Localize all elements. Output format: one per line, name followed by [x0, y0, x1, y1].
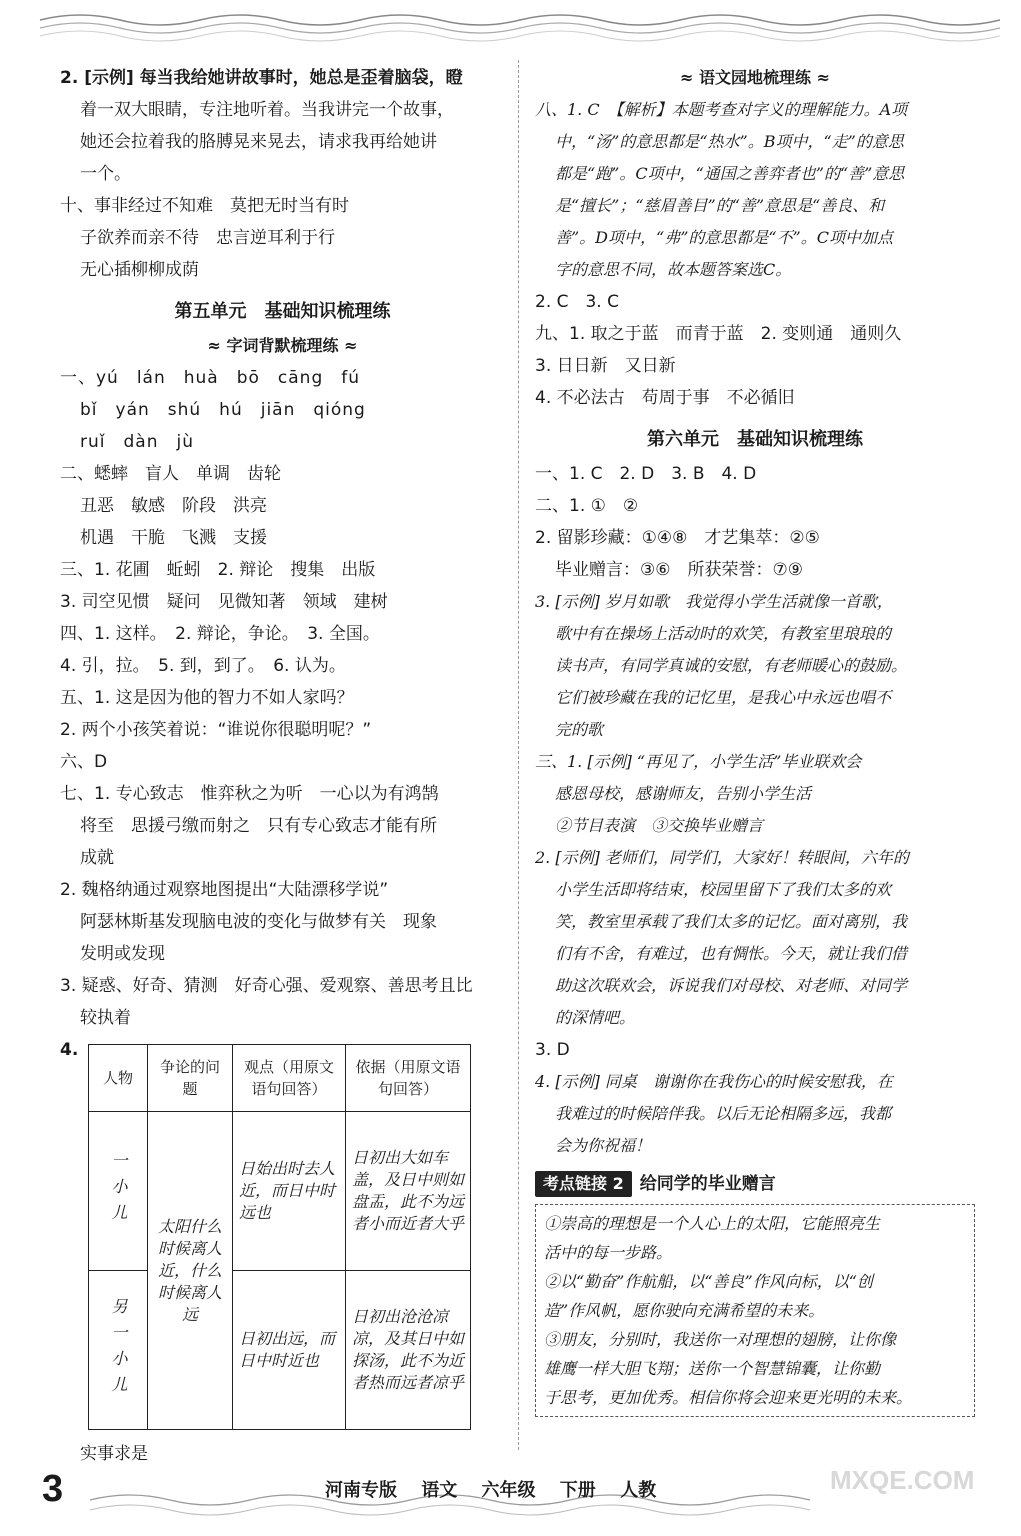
table-cell: 日初出大如车盖，及日中则如盘盂，此不为远者小而近者大乎 — [346, 1112, 471, 1271]
table-cell: 日初出沧沧凉凉，及其日中如探汤，此不为近者热而远者凉乎 — [346, 1271, 471, 1430]
answer-line: 读书声，有同学真诚的安慰，有老师暖心的鼓励。 — [555, 656, 908, 675]
answer-line: 将至 思援弓缴而射之 只有专心致志才能有所 — [80, 816, 437, 836]
answer-line: 成就 — [80, 848, 114, 868]
quote-line: 造”作风帆，愿你驶向充满希望的未来。 — [544, 1301, 825, 1320]
table-cell: 日初出远，而日中时近也 — [233, 1271, 346, 1430]
answer-line: 丑恶 敏感 阶段 洪亮 — [80, 496, 267, 516]
table-header-row — [89, 1045, 471, 1112]
section-subtitle: ≈ 字词背默梳理练 ≈ — [207, 336, 358, 355]
footer-info: 河南专版 语文 六年级 下册 人教 — [325, 1480, 657, 1501]
answer-line: 2. C 3. C — [535, 292, 619, 312]
answer-line: 三、1. 花圃 蚯蚓 2. 辩论 搜集 出版 — [60, 560, 376, 580]
person-label: 另一小儿 — [109, 1298, 128, 1402]
top-wave-border — [0, 0, 1021, 52]
quote-line: ②以“勤奋”作航船，以“善良”作风向标，以“创 — [544, 1272, 873, 1291]
answer-line: 4. [示例] 同桌 谢谢你在我伤心的时候安慰我，在 — [535, 1072, 893, 1091]
table-header: 争论的问题 — [148, 1045, 233, 1112]
answer-line: 十、事非经过不知难 莫把无时当有时 — [60, 196, 349, 216]
right-column — [535, 62, 975, 1417]
table-row — [89, 1271, 471, 1430]
person-label: 一小儿 — [109, 1152, 128, 1230]
unit-5-title: 第五单元 基础知识梳理练 — [174, 301, 391, 322]
answer-line: 较执着 — [80, 1008, 131, 1028]
answer-line: 九、1. 取之于蓝 而青于蓝 2. 变则通 通则久 — [535, 324, 902, 344]
exam-link-box — [535, 1204, 975, 1417]
answer-line: 二、1. ① ② — [535, 496, 639, 516]
answer-line: ②节目表演 ③交换毕业赠言 — [555, 816, 764, 835]
exam-link-header — [535, 1168, 975, 1200]
answer-line: 中，“汤”的意思都是“热水”。B项中，“走”的意思 — [555, 132, 904, 151]
answer-line: 3. [示例] 岁月如歌 我觉得小学生活就像一首歌， — [535, 592, 893, 611]
page-number: 3 — [42, 1468, 64, 1510]
answer-line: 是“擅长”；“慈眉善目”的“善”意思是“善良、和 — [555, 196, 885, 215]
answer-line: 阿瑟林斯基发现脑电波的变化与做梦有关 现象 — [80, 912, 437, 932]
answer-line: 2. 两个小孩笑着说：“谁说你很聪明呢？” — [60, 720, 372, 740]
answer-line: 4. 不必法古 苟周于事 不必循旧 — [535, 388, 795, 408]
table-header: 人物 — [89, 1045, 148, 1112]
answer-line: 都是“跑”。C项中，“通国之善弈者也”的“善”意思 — [555, 164, 905, 183]
answer-line: 三、1. [示例] “再见了，小学生活”毕业联欢会 — [535, 752, 862, 771]
answer-line: 4. 引，拉。 5. 到，到了。 6. 认为。 — [60, 656, 346, 676]
answer-line: 我难过的时候陪伴我。以后无论相隔多远，我都 — [555, 1104, 892, 1123]
answer-line: 毕业赠言：③⑥ 所获荣誉：⑦⑨ — [555, 560, 803, 580]
table-header: 观点（用原文语句回答） — [233, 1045, 346, 1112]
answer-line: 笑，教室里承载了我们太多的记忆。面对离别，我 — [555, 912, 908, 931]
answer-line: 感恩母校，感谢师友，告别小学生活 — [555, 784, 812, 803]
table-header: 依据（用原文语句回答） — [346, 1045, 471, 1112]
pinyin-line: ruǐ dàn jù — [80, 432, 194, 452]
answer-line: 2. 魏格纳通过观察地图提出“大陆漂移学说” — [60, 880, 389, 900]
pinyin-line: 一、yú lán huà bō cāng fú — [60, 368, 360, 388]
exam-link-tag: 考点链接 2 — [535, 1171, 632, 1197]
answer-line: 七、1. 专心致志 惟弈秋之为听 一心以为有鸿鹄 — [60, 784, 439, 804]
exam-link-title: 给同学的毕业赠言 — [639, 1174, 776, 1194]
answer-line: 们有不舍，有难过，也有惆怅。今天，就让我们借 — [555, 944, 908, 963]
answer-line: 一、1. C 2. D 3. B 4. D — [535, 464, 757, 484]
quote-line: ③朋友，分别时，我送你一对理想的翅膀，让你像 — [544, 1330, 897, 1349]
answer-line: 二、蟋蟀 盲人 单调 齿轮 — [60, 464, 281, 484]
question-number: 4. — [60, 1040, 79, 1060]
answer-line: 完的歌 — [555, 720, 604, 739]
table-cell: 日始出时去人近，而日中时远也 — [233, 1112, 346, 1271]
answer-line: 她还会拉着我的胳膊晃来晃去，请求我再给她讲 — [80, 132, 437, 152]
answer-line: 善”。D项中，“弗”的意思都是“不”。C项中加点 — [555, 228, 893, 247]
quote-line: 活中的每一步路。 — [544, 1243, 673, 1262]
quote-line: 于思考，更加优秀。相信你将会迎来更光明的未来。 — [544, 1388, 913, 1407]
answer-line: 无心插柳柳成荫 — [80, 260, 199, 280]
left-column — [60, 62, 505, 1470]
answer-line: 会为你祝福！ — [555, 1136, 652, 1155]
answer-line: 3. 疑惑、好奇、猜测 好奇心强、爱观察、善思考且比 — [60, 976, 473, 996]
answer-line: 助这次联欢会，诉说我们对母校、对老师、对同学 — [555, 976, 908, 995]
quote-line: ①崇高的理想是一个人心上的太阳，它能照亮生 — [544, 1214, 881, 1233]
quote-line: 雄鹰一样大胆飞翔；送你一个智慧锦囊，让你勤 — [544, 1359, 881, 1378]
table-row — [89, 1112, 471, 1271]
answer-line: 字的意思不同，故本题答案选C。 — [555, 260, 792, 279]
column-divider — [518, 60, 519, 1450]
watermark-logo: MXQE.COM — [830, 1465, 975, 1495]
answer-line: 3. 日日新 又日新 — [535, 356, 676, 376]
table-cell — [89, 1112, 148, 1271]
answer-line: 2. [示例] 每当我给她讲故事时，她总是歪着脑袋，瞪 — [60, 68, 463, 88]
answer-line: 2. 留影珍藏：①④⑧ 才艺集萃：②⑤ — [535, 528, 820, 548]
unit-6-title: 第六单元 基础知识梳理练 — [647, 429, 863, 450]
answer-line: 3. 司空见惯 疑问 见微知著 领域 建树 — [60, 592, 388, 612]
section-subtitle: ≈ 语文园地梳理练 ≈ — [680, 68, 830, 87]
answer-line: 3. D — [535, 1040, 570, 1060]
answer-line: 小学生活即将结束，校园里留下了我们太多的欢 — [555, 880, 892, 899]
answer-line: 的深情吧。 — [555, 1008, 636, 1027]
answer-line: 八、1. C 【解析】本题考查对字义的理解能力。A项 — [535, 100, 908, 119]
answer-line: 着一双大眼睛，专注地听着。当我讲完一个故事， — [80, 100, 454, 120]
answer-line: 它们被珍藏在我的记忆里，是我心中永远也唱不 — [555, 688, 892, 707]
pinyin-line: bǐ yán shú hú jiān qióng — [80, 400, 366, 420]
answer-line: 一个。 — [80, 164, 131, 184]
answer-line: 实事求是 — [80, 1444, 148, 1464]
answer-line: 发明或发现 — [80, 944, 165, 964]
table-cell: 太阳什么时候离人近，什么时候离人远 — [148, 1112, 233, 1430]
answer-line: 四、1. 这样。 2. 辩论，争论。 3. 全国。 — [60, 624, 380, 644]
debate-table — [88, 1044, 471, 1430]
answer-line: 五、1. 这是因为他的智力不如人家吗？ — [60, 688, 354, 708]
table-cell — [89, 1271, 148, 1430]
answer-line: 机遇 干脆 飞溅 支援 — [80, 528, 267, 548]
answer-line: 2. [示例] 老师们，同学们，大家好！转眼间，六年的 — [535, 848, 909, 867]
answer-line: 子欲养而亲不待 忠言逆耳利于行 — [80, 228, 335, 248]
answer-line: 歌中有在操场上活动时的欢笑，有教室里琅琅的 — [555, 624, 892, 643]
answer-line: 六、D — [60, 752, 108, 772]
